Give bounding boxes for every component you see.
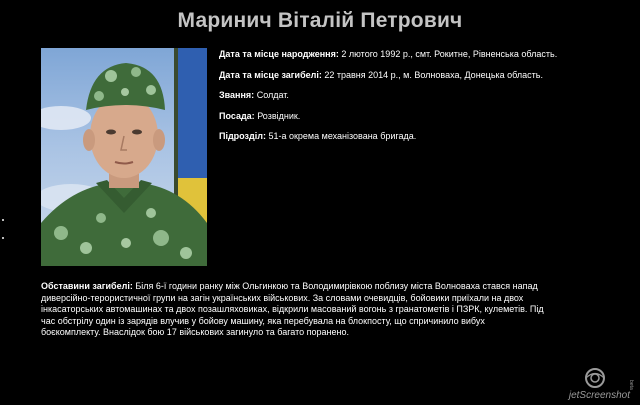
rank-value: Солдат. [254,90,289,100]
position-label: Посада: [219,110,255,121]
circumstances-paragraph [41,281,546,339]
death-label: Дата та місце загибелі: [219,69,322,80]
rank-label: Звання: [219,90,255,100]
portrait-photo [41,48,207,266]
rank-row [219,90,629,101]
watermark [544,367,634,401]
info-block [219,49,629,152]
position-value: Розвідник. [254,110,301,121]
page-title: Маринич Віталій Петрович [177,9,463,32]
edge-mark [2,237,4,239]
watermark-sup: beta [628,380,634,390]
death-value: 22 травня 2014 р., м. Волноваха, Донецька область. [321,69,543,80]
birth-label: Дата та місце народження: [219,49,339,59]
camera-aperture-icon [580,367,610,389]
watermark-text: jetScreenshot [568,390,630,401]
unit-label: Підрозділ: [219,131,266,141]
unit-row [219,131,629,142]
edge-mark [2,219,4,221]
birth-row [219,49,629,60]
position-row [219,111,629,122]
circumstances-text: Біля 6-ї години ранку між Ольгинкою та Володимирівкою поблизу міста Волноваха стався напад диверсійно-терористичної групи на загін українських військових. За словами очевидців, бойовики приїхали на двох інкасаторських автомашинах та двох позашляховиках, відкрили масований вогонь з гранатометів і ПЗРК, кулеметів. Під час обстрілу один із зарядів влучив у бойову машину, яка перебувала на блокпосту, що спричинило вибух боєкомплекту. Внаслідок бою 17 військових загинуло та багато поранено. [41,281,544,337]
birth-value: 2 лютого 1992 р., смт. Рокитне, Рівненська область. [338,49,558,59]
death-row [219,70,629,81]
unit-value: 51-а окрема механізована бригада. [265,131,417,141]
circumstances-label: Обставини загибелі: [41,281,133,291]
